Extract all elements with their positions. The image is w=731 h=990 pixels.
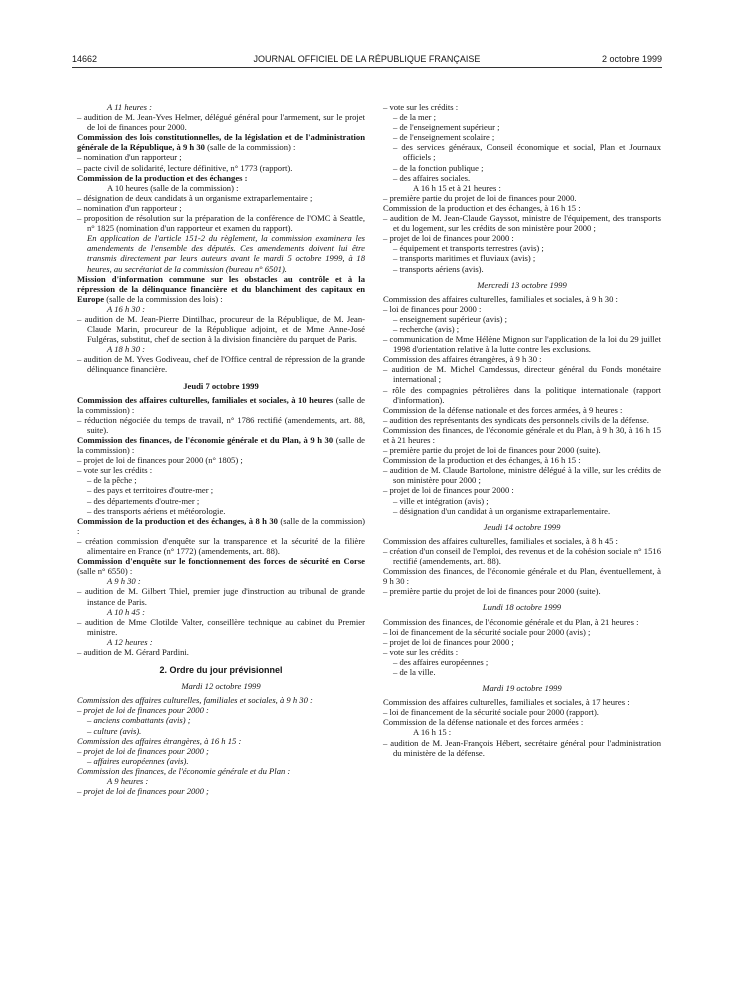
- agenda-item: – proposition de résolution sur la préparation de la conférence de l'OMC à Seattle, n° 1825 (nomination d'un rapporteur et examen du rapport).: [77, 213, 365, 234]
- committee-entry: Commission d'enquête sur le fonctionnement des forces de sécurité en Corse (salle n° 6550) :: [77, 556, 365, 577]
- day-heading: Jeudi 7 octobre 1999: [183, 380, 259, 391]
- agenda-subitem: – recherche (avis) ;: [393, 323, 460, 334]
- agenda-subitem: – transports maritimes et fluviaux (avis) ;: [393, 253, 536, 264]
- time-label: A 12 heures :: [107, 636, 153, 647]
- agenda-subitem: – transports aériens (avis).: [393, 263, 484, 274]
- committee-entry: Commission de la production et des échanges, à 16 h 15 :: [383, 455, 581, 466]
- agenda-subitem: – des transports aériens et météorologie.: [87, 505, 226, 516]
- procedural-note: En application de l'article 151-2 du règlement, la commission examinera les amendements de l'ensemble des députés. Ces amendements doivent lui être transmis directement par leurs auteurs avant le mardi 5 octobre 1999, à 18 heures, au secrétariat de la commission (bureau n° 6501).: [87, 233, 365, 274]
- agenda-item: – nomination d'un rapporteur ;: [77, 202, 182, 213]
- agenda-item: – première partie du projet de loi de finances pour 2000 (suite).: [383, 586, 601, 597]
- agenda-item: – création d'un conseil de l'emploi, des revenus et de la cohésion sociale n° 1516 rectifié (amendements, art. 88).: [383, 545, 661, 567]
- page-number: 14662: [72, 54, 98, 64]
- committee-entry: Commission des affaires culturelles, familiales et sociales, à 17 heures :: [383, 697, 630, 708]
- agenda-subitem: – anciens combattants (avis) ;: [87, 715, 191, 726]
- committee-entry: Commission de la défense nationale et des forces armées, à 9 heures :: [383, 404, 623, 415]
- section-heading: 2. Ordre du jour prévisionnel: [159, 665, 283, 676]
- committee-entry: Commission des finances, de l'économie générale et du Plan, éventuellement, à 9 h 30 :: [383, 566, 661, 587]
- time-label: A 16 h 30 :: [107, 303, 146, 314]
- committee-entry: Commission des affaires culturelles, familiales et sociales, à 8 h 45 :: [383, 535, 618, 546]
- agenda-subitem: – des services généraux, Conseil économique et social, Plan et Journaux officiels ;: [393, 142, 661, 163]
- agenda-item: – création commission d'enquête sur la transparence et la sécurité de la filière alimentaire en France (n° 1772) (amendements, art. 88).: [77, 535, 365, 557]
- time-label: A 9 h 30 :: [107, 576, 141, 587]
- time-label: A 9 heures :: [107, 776, 149, 786]
- agenda-subitem: – ville et intégration (avis) ;: [393, 495, 489, 506]
- committee-entry: Commission des affaires culturelles, familiales et sociales, à 10 heures (salle de la commission) :: [77, 394, 365, 415]
- agenda-item: – audition de M. Yves Godiveau, chef de l'Office central de répression de la grande délinquance financière.: [77, 354, 365, 375]
- committee-entry: Commission de la défense nationale et des forces armées :: [383, 717, 584, 728]
- agenda-item: – audition de M. Jean-Claude Gayssot, ministre de l'équipement, des transports et du logement, sur les crédits de son ministère pour 2000 ;: [383, 213, 661, 234]
- agenda-item: – loi de finances pour 2000 :: [383, 303, 482, 314]
- time-label: A 11 heures :: [107, 102, 152, 112]
- day-heading: Lundi 18 octobre 1999: [482, 602, 562, 613]
- committee-entry: Commission des finances, de l'économie générale et du Plan, à 9 h 30 (salle de la commission) :: [77, 435, 365, 456]
- committee-entry: Commission des finances, de l'économie générale et du Plan :: [77, 765, 291, 776]
- provisional-agenda-block: [77, 695, 365, 796]
- committee-entry: Commission des finances, de l'économie générale et du Plan, à 9 h 30, à 16 h 15 et à 21 heures :: [383, 424, 661, 445]
- agenda-item: – réduction négociée du temps de travail, n° 1786 rectifié (amendements, art. 88, suite).: [77, 414, 365, 435]
- committee-entry: Commission des affaires étrangères, à 9 h 30 :: [383, 354, 542, 365]
- committee-entry: Commission des affaires étrangères, à 16 h 15 :: [77, 735, 242, 746]
- agenda-subitem: – équipement et transports terrestres (avis) ;: [393, 243, 544, 254]
- agenda-subitem: – de la mer ;: [393, 112, 436, 123]
- journal-title: JOURNAL OFFICIEL DE LA RÉPUBLIQUE FRANÇAISE: [253, 54, 481, 64]
- agenda-item: – projet de loi de finances pour 2000 ;: [383, 636, 514, 647]
- issue-date: 2 octobre 1999: [601, 54, 662, 64]
- agenda-item: – nomination d'un rapporteur ;: [77, 152, 182, 163]
- agenda-item: – projet de loi de finances pour 2000 :: [383, 485, 514, 496]
- day-heading: Jeudi 14 octobre 1999: [483, 521, 561, 532]
- header-rule: [72, 67, 662, 68]
- agenda-item: – audition de M. Gérard Pardini.: [77, 646, 189, 657]
- agenda-item: – désignation de deux candidats à un organisme extraparlementaire ;: [77, 192, 313, 203]
- time-label: A 10 h 45 :: [107, 606, 146, 617]
- agenda-subitem: – des départements d'outre-mer ;: [87, 495, 200, 506]
- agenda-subitem: – des affaires sociales.: [393, 172, 471, 183]
- agenda-item: – projet de loi de finances pour 2000 ;: [77, 786, 209, 797]
- page-header: [72, 54, 662, 66]
- agenda-subitem: – de l'enseignement scolaire ;: [393, 132, 495, 143]
- committee-entry: Commission de la production et des échanges, à 8 h 30 (salle de la commission) :: [77, 515, 365, 536]
- agenda-item: – audition des représentants des syndicats des personnels civils de la défense.: [383, 414, 649, 425]
- day-heading: Mercredi 13 octobre 1999: [477, 279, 567, 290]
- agenda-item: – vote sur les crédits :: [77, 465, 153, 476]
- agenda-item: – loi de financement de la sécurité sociale pour 2000 (rapport).: [383, 707, 599, 718]
- left-column: [77, 102, 365, 796]
- agenda-item: – première partie du projet de loi de finances pour 2000.: [383, 192, 577, 203]
- agenda-item: – audition de M. Jean-François Hébert, secrétaire général pour l'administration du ministère de la défense.: [383, 737, 661, 758]
- agenda-item: – audition de M. Jean-Yves Helmer, délégué général pour l'armement, sur le projet de loi de finances pour 2000.: [77, 112, 365, 133]
- agenda-subitem: – désignation d'un candidat à un organisme extraparlementaire.: [393, 505, 611, 516]
- agenda-item: – projet de loi de finances pour 2000 :: [77, 705, 209, 716]
- time-label: A 16 h 15 et à 21 heures :: [413, 182, 501, 193]
- agenda-subitem: – de l'enseignement supérieur ;: [393, 122, 500, 133]
- agenda-subitem: – de la fonction publique ;: [393, 162, 484, 173]
- agenda-item: – première partie du projet de loi de finances pour 2000 (suite).: [383, 445, 601, 456]
- day-heading: Mardi 19 octobre 1999: [482, 683, 562, 694]
- agenda-item: – audition de M. Jean-Pierre Dintilhac, procureur de la République, de M. Jean-Claude Marin, procureur de la République adjoint, et de Mme Anne-José Fulgéras, substitut, chef de section à la division financière du parquet de Paris.: [77, 313, 365, 345]
- agenda-item: – projet de loi de finances pour 2000 :: [383, 233, 514, 244]
- time-label: A 10 heures (salle de la commission) :: [107, 182, 239, 193]
- agenda-item: – pacte civil de solidarité, lecture définitive, n° 1773 (rapport).: [77, 162, 293, 173]
- agenda-item: – audition de Mme Clotilde Valter, conseillère technique au cabinet du Premier ministre.: [77, 616, 365, 637]
- committee-entry: Commission des affaires culturelles, familiales et sociales, à 9 h 30 :: [77, 695, 313, 706]
- agenda-item: – audition de M. Gilbert Thiel, premier juge d'instruction au tribunal de grande instance de Paris.: [77, 586, 365, 607]
- time-label: A 16 h 15 :: [413, 727, 452, 738]
- committee-entry: Commission des lois constitutionnelles, de la législation et de l'administration générale de la République, à 9 h 30 (salle de la commission) :: [77, 132, 365, 153]
- agenda-item: – communication de Mme Hélène Mignon sur l'application de la loi du 29 juillet 1998 d'orientation relative à la lutte contre les exclusions.: [383, 334, 661, 355]
- agenda-subitem: – de la ville.: [393, 666, 436, 677]
- agenda-item: – audition de M. Michel Camdessus, directeur général du Fonds monétaire international ;: [383, 364, 661, 385]
- agenda-item: – projet de loi de finances pour 2000 ;: [77, 745, 209, 756]
- agenda-subitem: – de la pêche ;: [87, 475, 137, 486]
- agenda-subitem: – des affaires européennes ;: [393, 656, 489, 667]
- agenda-item: – loi de financement de la sécurité sociale pour 2000 (avis) ;: [383, 626, 591, 637]
- agenda-subitem: – culture (avis).: [87, 725, 142, 736]
- day-heading: Mardi 12 octobre 1999: [181, 681, 261, 692]
- agenda-item: – rôle des compagnies pétrolières dans la politique internationale (rapport d'information).: [383, 384, 661, 405]
- agenda-subitem: – des pays et territoires d'outre-mer ;: [87, 485, 214, 496]
- committee-entry: Commission des affaires culturelles, familiales et sociales, à 9 h 30 :: [383, 293, 618, 304]
- agenda-subitem: – enseignement supérieur (avis) ;: [393, 313, 508, 324]
- agenda-item: – audition de M. Claude Bartolone, ministre délégué à la ville, sur les crédits de son ministère pour 2000 ;: [383, 465, 661, 486]
- agenda-item: – projet de loi de finances pour 2000 (n° 1805) ;: [77, 455, 243, 466]
- time-label: A 18 h 30 :: [107, 344, 146, 355]
- agenda-item: – vote sur les crédits :: [383, 646, 459, 657]
- committee-entry: Commission de la production et des échanges, à 16 h 15 :: [383, 202, 581, 213]
- right-column: [383, 102, 661, 758]
- committee-entry: Commission des finances, de l'économie générale et du Plan, à 21 heures :: [383, 616, 639, 627]
- agenda-subitem: – affaires européennes (avis).: [87, 755, 189, 766]
- committee-heading: Commission de la production et des échanges :: [77, 172, 248, 183]
- committee-entry: Mission d'information commune sur les obstacles au contrôle et à la répression de la délinquance financière et du blanchiment des capitaux en Europe (salle de la commission des lois) :: [77, 273, 365, 304]
- agenda-item: – vote sur les crédits :: [383, 102, 459, 112]
